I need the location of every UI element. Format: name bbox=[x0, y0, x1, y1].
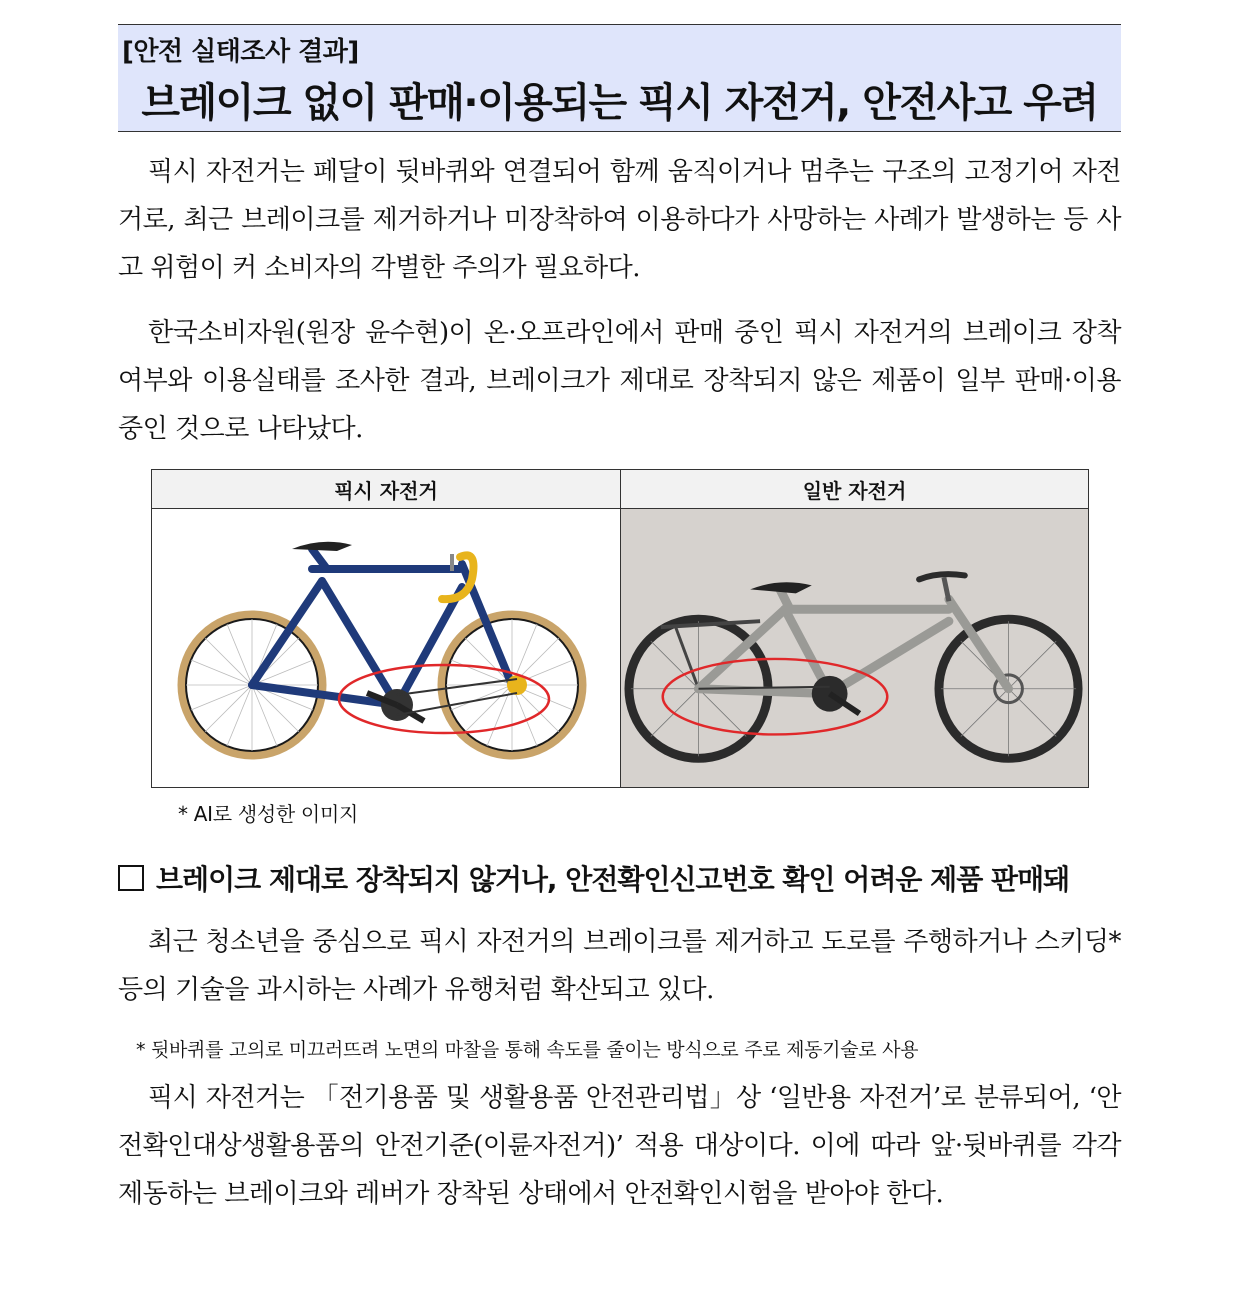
ai-image-note: * AI로 생성한 이미지 bbox=[178, 802, 358, 826]
paragraph-1-text: 픽시 자전거는 페달이 뒷바퀴와 연결되어 함께 움직이거나 멈추는 구조의 고정기어 자전거로, 최근 브레이크를 제거하거나 미장착하여 이용하다가 사망하는 사례가 발생하는 등 사고 위험이 커 소비자의 각별한 주의가 필요하다. bbox=[118, 157, 1121, 283]
paragraph-4-text: 픽시 자전거는 「전기용품 및 생활용품 안전관리법」상 ‘일반용 자전거’로 분류되어, ‘안전확인대상생활용품의 안전기준(이륜자전거)’ 적용 대상이다. 이에 따라 앞·뒷바퀴를 각각 제동하는 브레이크와 레버가 장착된 상태에서 안전확인시험을 받아야 한다. bbox=[118, 1083, 1121, 1209]
checkbox-square-icon bbox=[118, 865, 144, 891]
regular-bicycle-illustration bbox=[621, 509, 1088, 787]
paragraph-2-text: 한국소비자원(원장 윤수현)이 온·오프라인에서 판매 중인 픽시 자전거의 브레이크 장착 여부와 이용실태를 조사한 결과, 브레이크가 제대로 장착되지 않은 제품이 일부 판매·이용 중인 것으로 나타났다. bbox=[118, 318, 1121, 444]
paragraph-2 bbox=[118, 309, 1121, 453]
column-header-fixie: 픽시 자전거 bbox=[152, 470, 621, 509]
paragraph-3 bbox=[118, 918, 1121, 1014]
regular-bicycle-image bbox=[621, 509, 1089, 788]
skidding-footnote: * 뒷바퀴를 고의로 미끄러뜨려 노면의 마찰을 통해 속도를 줄이는 방식으로 주로 제동기술로 사용 bbox=[136, 1039, 919, 1061]
paragraph-1 bbox=[118, 148, 1121, 292]
page-title: 브레이크 없이 판매·이용되는 픽시 자전거, 안전사고 우려 bbox=[141, 80, 1098, 126]
section-heading-text: 브레이크 제대로 장착되지 않거나, 안전확인신고번호 확인 어려운 제품 판매돼 bbox=[156, 863, 1070, 896]
fixie-bicycle-illustration bbox=[152, 509, 620, 787]
paragraph-4 bbox=[118, 1074, 1121, 1218]
fixie-bicycle-image bbox=[152, 509, 621, 788]
title-box bbox=[118, 24, 1121, 132]
paragraph-3-text: 최근 청소년을 중심으로 픽시 자전거의 브레이크를 제거하고 도로를 주행하거나 스키딩* 등의 기술을 과시하는 사례가 유행처럼 확산되고 있다. bbox=[118, 927, 1121, 1005]
bicycle-comparison-table bbox=[151, 469, 1089, 788]
section-heading bbox=[118, 858, 1069, 898]
title-tag: [안전 실태조사 결과] bbox=[122, 37, 359, 67]
column-header-regular: 일반 자전거 bbox=[621, 470, 1089, 509]
